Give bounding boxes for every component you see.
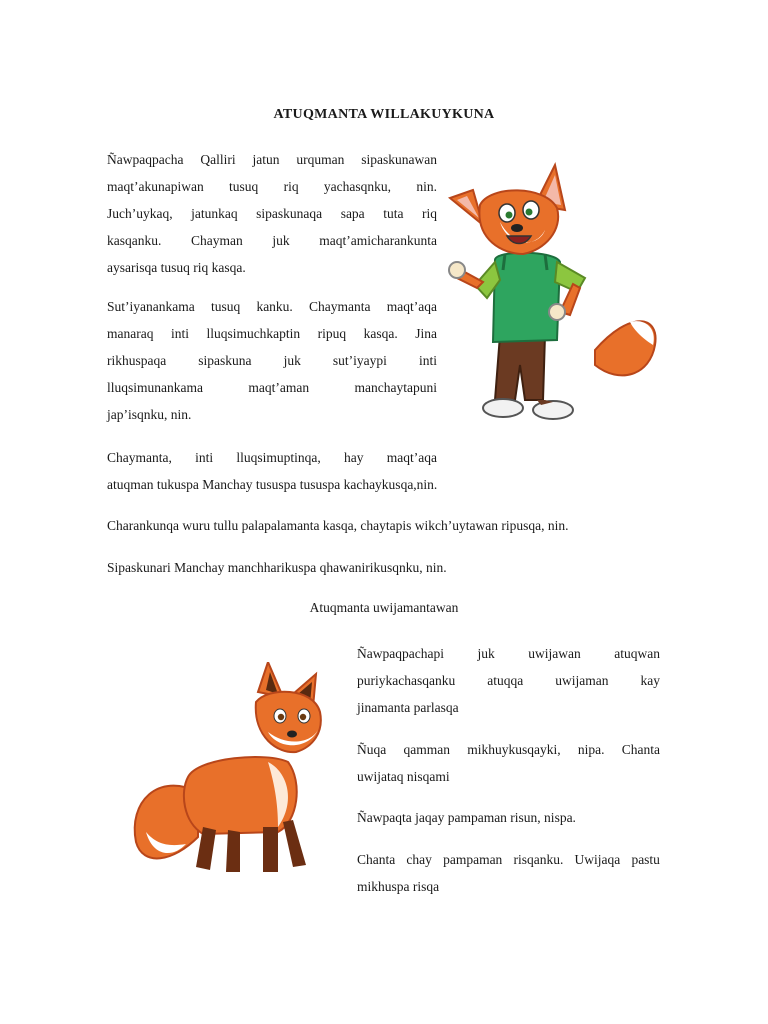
paragraph-line: uwijataq nisqami — [357, 769, 450, 784]
word: maqt’amicharankunta — [319, 233, 437, 248]
fox-character-illustration — [445, 150, 660, 435]
paragraph-line — [357, 846, 660, 873]
paragraph-2 — [107, 293, 437, 428]
word: manchaytapuni — [354, 380, 437, 395]
word: sapa — [340, 206, 365, 221]
word: maqt’aqa — [386, 299, 437, 314]
dialogue-paragraph-2 — [357, 736, 660, 790]
word: lluqsimunankama — [107, 380, 203, 395]
paragraph-line — [357, 667, 660, 694]
word: inti — [418, 353, 437, 368]
fox-standing-illustration — [128, 662, 328, 884]
paragraph-line: jap’isqnku, nin. — [107, 407, 192, 422]
paragraph-1 — [107, 146, 437, 281]
word: Juch’uykaq, — [107, 206, 173, 221]
word: sut’iyaypi — [332, 353, 387, 368]
word: urquman — [296, 152, 345, 167]
word: Chaymanta — [309, 299, 371, 314]
word: Qalliri — [200, 152, 236, 167]
word: juk — [283, 353, 301, 368]
word: Chanta — [357, 852, 396, 867]
word: maqt’aqa — [386, 450, 437, 465]
word: Sut’iyanankama — [107, 299, 195, 314]
paragraph-line — [107, 293, 437, 320]
paragraph-line: jinamanta parlasqa — [357, 700, 459, 715]
word: kasqa. — [363, 326, 398, 341]
word: inti — [170, 326, 189, 341]
dialogue-paragraph-4 — [357, 846, 660, 900]
word: jatun — [252, 152, 280, 167]
paragraph-3 — [107, 444, 437, 498]
word: atuqqa — [487, 673, 524, 688]
dialogue-paragraph-3: Ñawpaqta jaqay pampaman risun, nispa. — [357, 810, 576, 825]
word: nipa. — [577, 742, 605, 757]
word: tusuq — [210, 299, 241, 314]
paragraph-line — [107, 444, 437, 471]
word: Ñawpaqpacha — [107, 152, 184, 167]
paragraph-line — [357, 736, 660, 763]
paragraph-line — [357, 640, 660, 667]
paragraph-line — [107, 173, 437, 200]
word: manaraq — [107, 326, 154, 341]
word: chay — [406, 852, 432, 867]
paragraph-line — [107, 320, 437, 347]
word: sipaskunawan — [361, 152, 437, 167]
word: uwijaman — [555, 673, 609, 688]
word: pampaman — [443, 852, 503, 867]
word: maqt’akunapiwan — [107, 179, 204, 194]
paragraph-line — [107, 227, 437, 254]
document-title: ATUQMANTA WILLAKUYKUNA — [273, 107, 495, 122]
word: juk — [272, 233, 290, 248]
word: Chanta — [621, 742, 660, 757]
word: lluqsimuptinqa, — [236, 450, 321, 465]
word: rikhuspaqa — [107, 353, 167, 368]
word: uwijawan — [528, 646, 581, 661]
paragraph-line: atuqman tukuspa Manchay tususpa tususpa kachaykusqa,nin. — [107, 477, 438, 492]
word: inti — [195, 450, 214, 465]
word: risqanku. — [513, 852, 564, 867]
paragraph-line — [107, 200, 437, 227]
paragraph-4: Charankunqa wuru tullu palapalamanta kasqa, chaytapis wikch’uytawan ripusqa, nin. — [107, 518, 569, 533]
word: Chayman — [191, 233, 243, 248]
word: kasqanku. — [107, 233, 162, 248]
word: tusuq — [229, 179, 259, 194]
word: Jina — [415, 326, 437, 341]
word: nin. — [416, 179, 437, 194]
word: mikhuykusqayki, — [467, 742, 561, 757]
word: ripuq — [317, 326, 347, 341]
dialogue-paragraph-1 — [357, 640, 660, 721]
word: atuqwan — [614, 646, 660, 661]
paragraph-line: aysarisqa tusuq riq kasqa. — [107, 260, 246, 275]
word: tuta — [383, 206, 404, 221]
section-subtitle: Atuqmanta uwijamantawan — [309, 600, 459, 615]
word: pastu — [631, 852, 660, 867]
word: puriykachasqanku — [357, 673, 456, 688]
paragraph-line: mikhuspa risqa — [357, 879, 440, 894]
paragraph-line — [107, 146, 437, 173]
word: Ñuqa — [357, 742, 387, 757]
word: qamman — [403, 742, 450, 757]
word: maqt’aman — [248, 380, 310, 395]
word: sipaskuna — [198, 353, 252, 368]
word: Ñawpaqpachapi — [357, 646, 444, 661]
paragraph-line — [107, 374, 437, 401]
word: juk — [477, 646, 495, 661]
paragraph-line — [107, 347, 437, 374]
word: jatunkaq — [191, 206, 238, 221]
word: riq — [283, 179, 299, 194]
word: lluqsimuchkaptin — [206, 326, 301, 341]
word: yachasqnku, — [323, 179, 392, 194]
paragraph-5: Sipaskunari Manchay manchharikuspa qhawanirikusqnku, nin. — [107, 560, 447, 575]
word: kay — [640, 673, 660, 688]
word: hay — [344, 450, 364, 465]
word: Chaymanta, — [107, 450, 172, 465]
word: Uwijaqa — [574, 852, 621, 867]
word: kanku. — [256, 299, 293, 314]
word: sipaskunaqa — [256, 206, 323, 221]
word: riq — [422, 206, 437, 221]
